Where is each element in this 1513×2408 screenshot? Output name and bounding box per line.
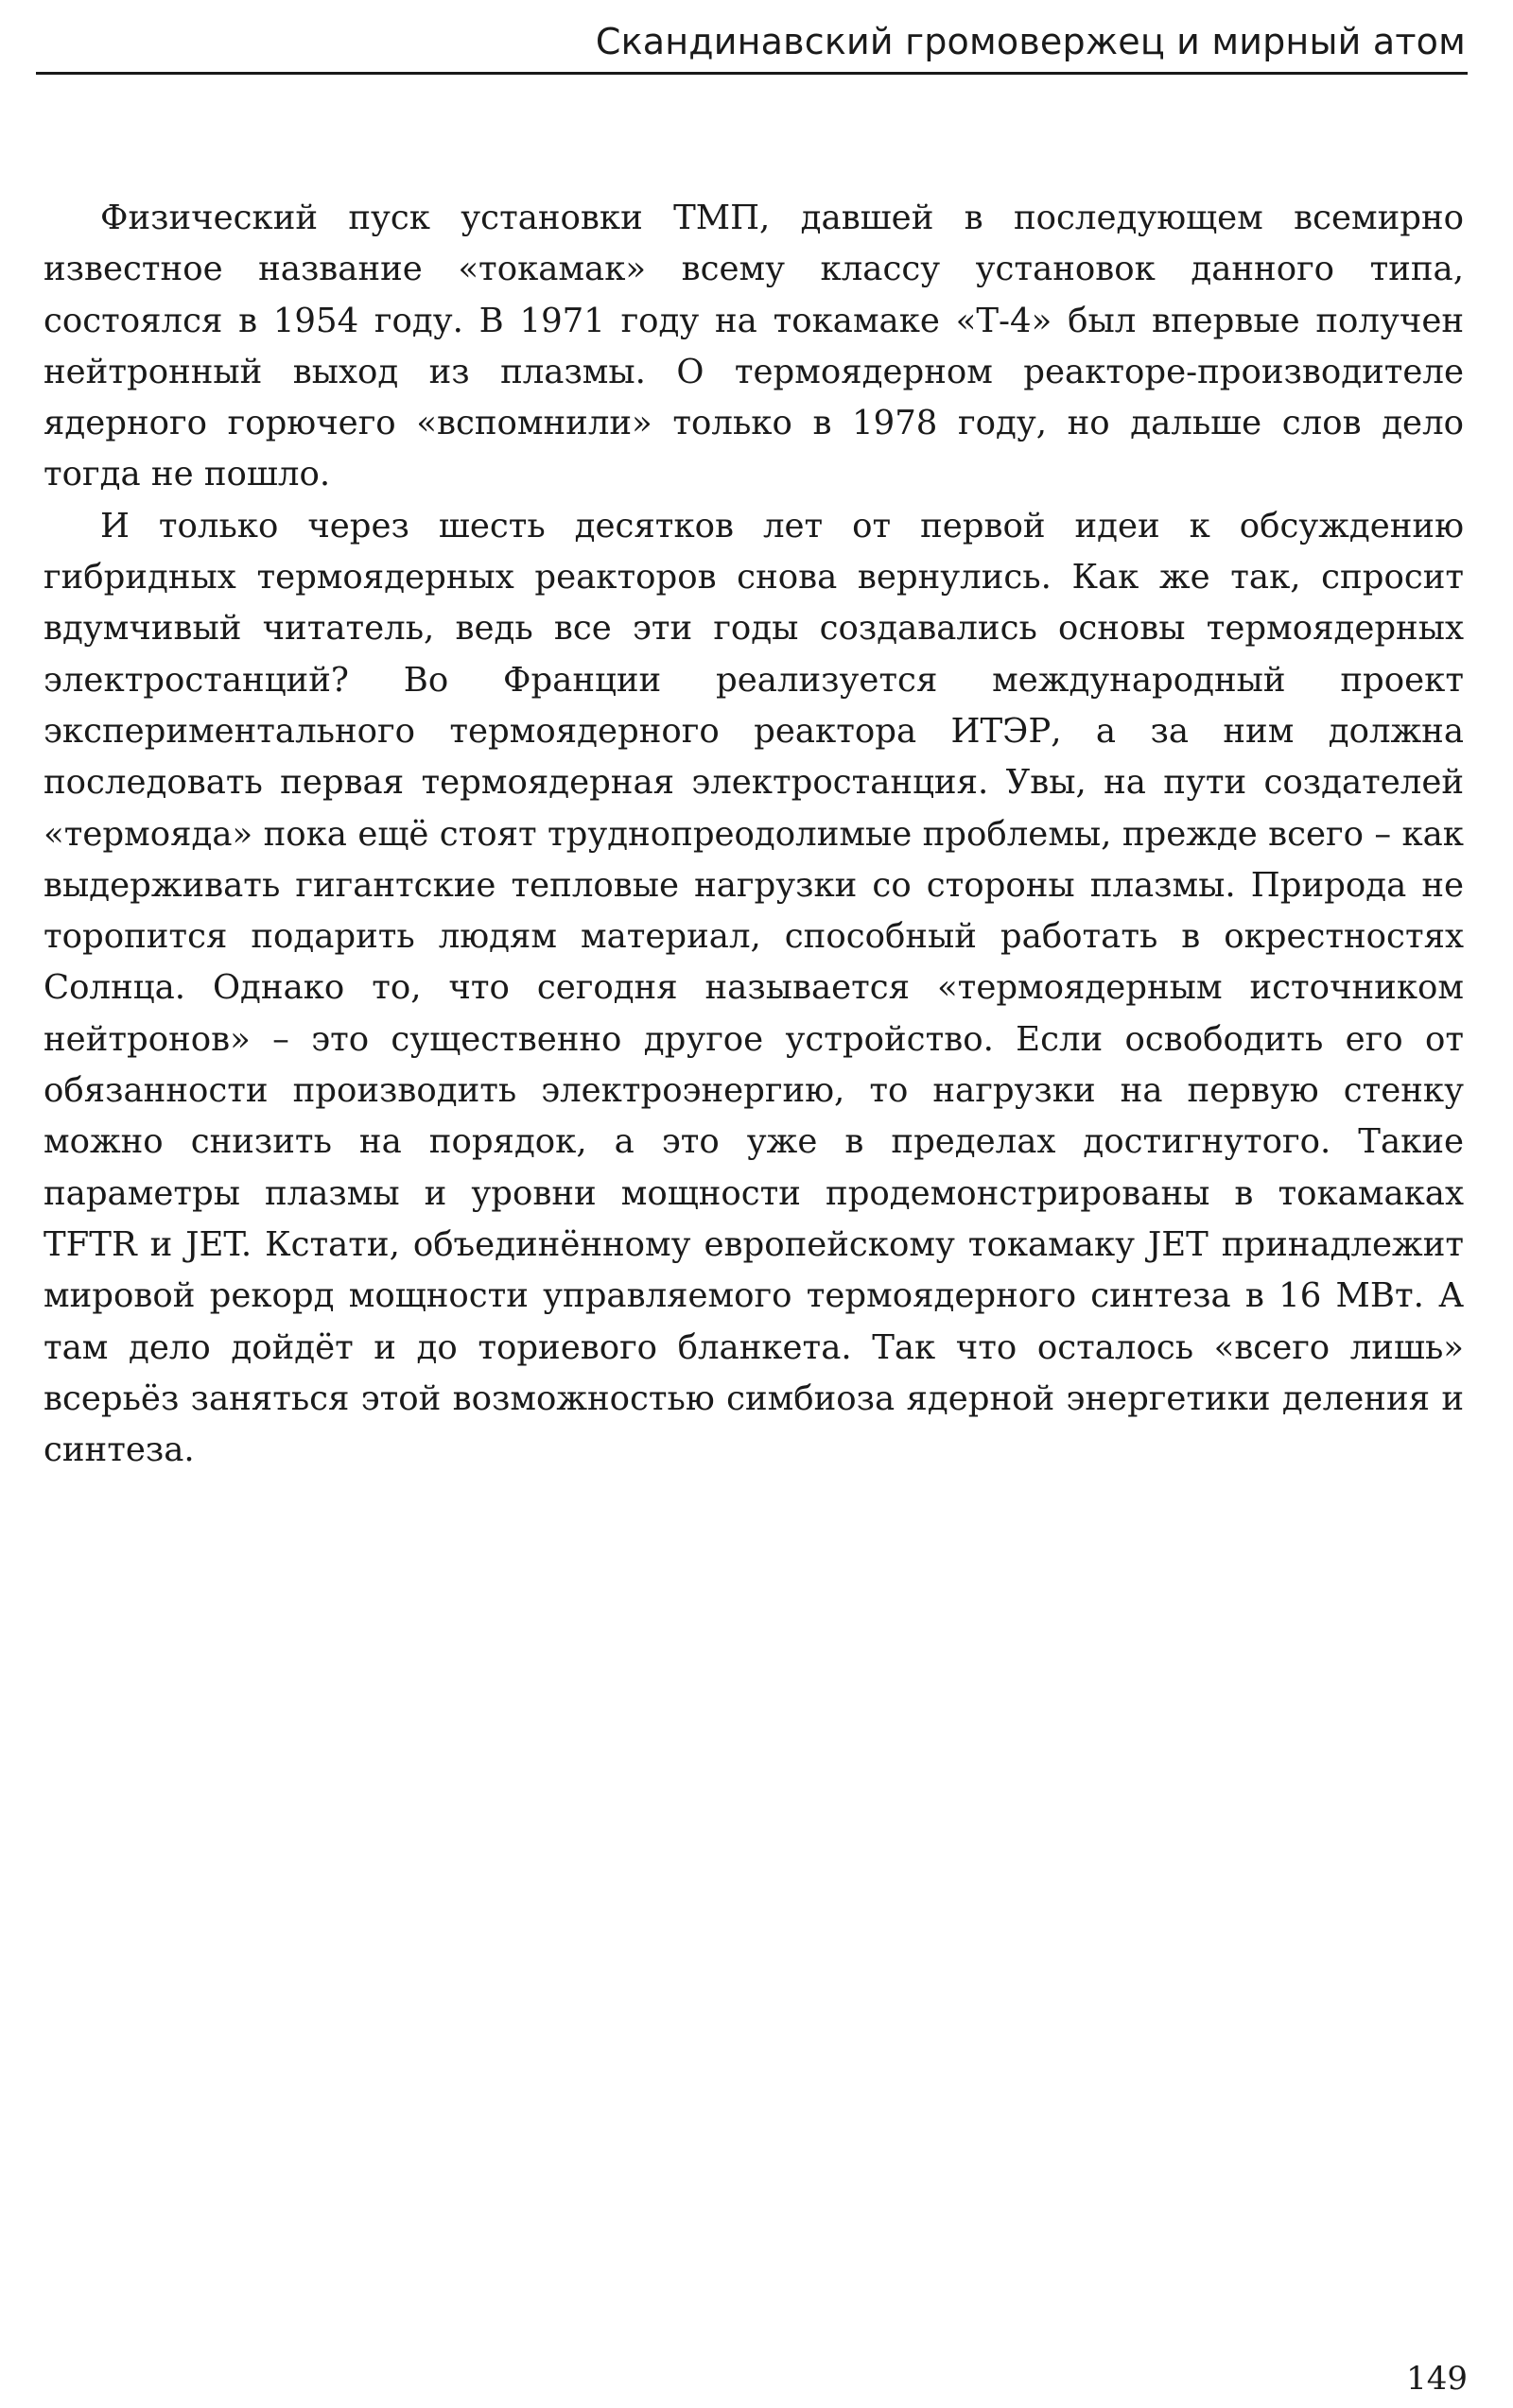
- page-number: 149: [1406, 2360, 1468, 2398]
- paragraph: Физический пуск установки ТМП, давшей в последующем всемирно известное название «токамак» всему классу установок данного типа, состоялся в 1954 году. В 1971 году на токамаке «Т-4» был впервые получен нейтронный выход из плазмы. О термоядерном реакторе-производителе ядерного горючего «вспомнили» только в 1978 году, но дальше слов дело тогда не пошло.: [43, 199, 1464, 494]
- paragraph: И только через шесть десятков лет от первой идеи к обсуждению гибридных термоядерных реакторов снова вернулись. Как же так, спросит вдумчивый читатель, ведь все эти годы создавались основы термоядерных электростанций? Во Франции реализуется международный проект экспериментального термоядерного реактора ИТЭР, а за ним должна последовать первая термоядерная электростанция. Увы, на пути создателей «термояда» пока ещё стоят труднопреодолимые проблемы, прежде всего – как выдерживать гигантские тепловые нагрузки со стороны плазмы. Природа не торопится подарить людям материал, способный работать в окрестностях Солнца. Однако то, что сегодня называется «термоядерным источником нейтронов» – это существенно другое устройство. Если освободить его от обязанности производить электроэнергию, то нагрузки на первую стенку можно снизить на порядок, а это уже в пределах достигнутого. Такие параметры плазмы и уровни мощности продемонстрированы в токамаках TFTR и JET. Кстати, объединённому европейскому токамаку JET принадлежит мировой рекорд мощности управляемого термоядерного синтеза в 16 МВт. А там дело дойдёт и до ториевого бланкета. Так что осталось «всего лишь» всерьёз заняться этой возможностью симбиоза ядерной энергетики деления и синтеза.: [43, 506, 1464, 1470]
- main-text: [43, 193, 1464, 1476]
- header-rule: [36, 72, 1468, 75]
- running-head: Скандинавский громовержец и мирный атом: [595, 21, 1466, 62]
